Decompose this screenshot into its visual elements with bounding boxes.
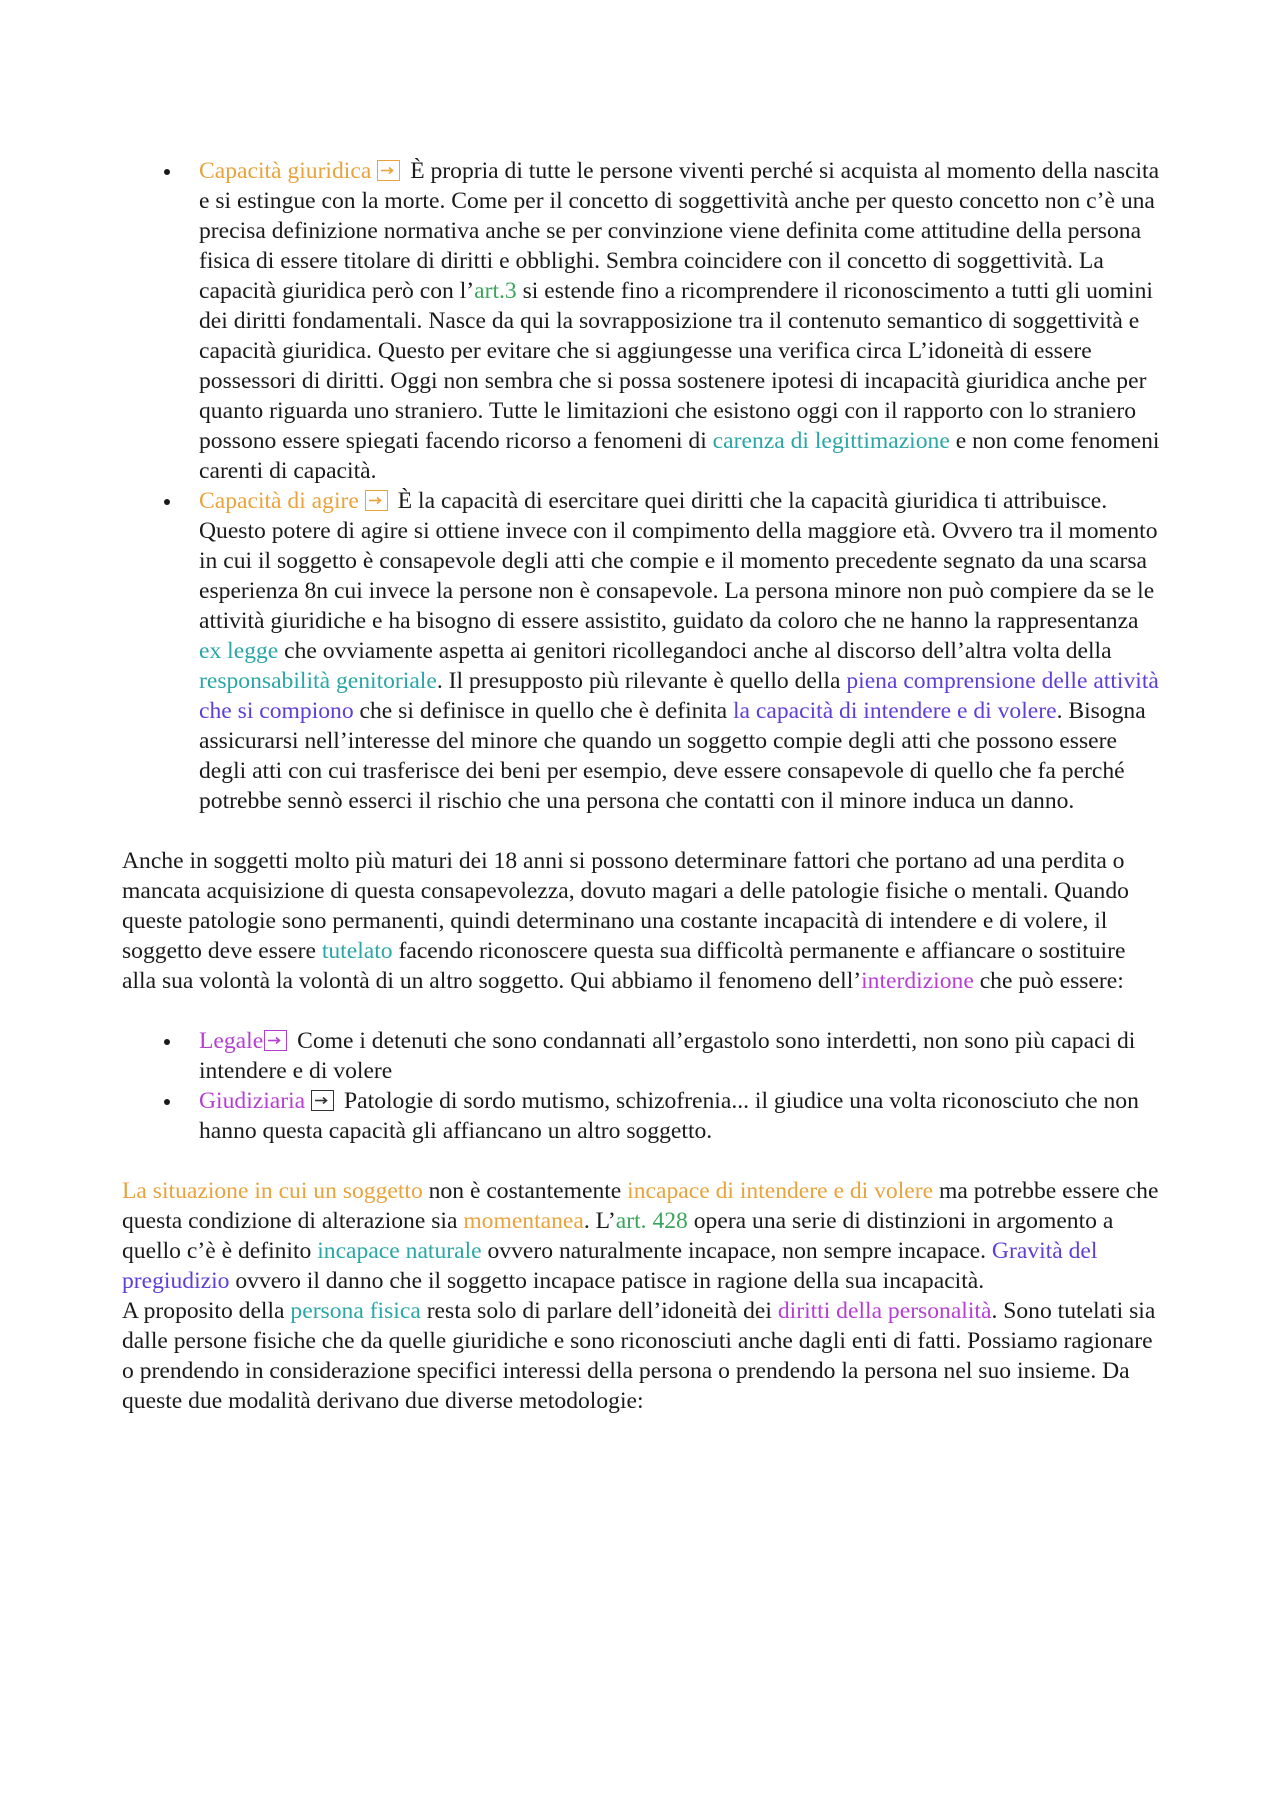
text-segment: opera una serie di distinzioni in argomento a quello c’è è definito (122, 1208, 1114, 1264)
text-segment: . Sono tutelati sia dalle persone fisiche che da quelle giuridiche e sono riconosciuti anche dagli enti di fatti. Possiamo ragionare o prendendo in considerazione specifici interessi della persona o prendendo la persona nel suo insieme. Da queste due modalità derivano due diverse metodologie: (122, 1298, 1156, 1414)
text-segment: facendo riconoscere questa sua difficoltà permanente e affiancare o sostituire alla sua volontà la volontà di un altro soggetto. Qui abbiamo il fenomeno dell’ (122, 938, 1126, 994)
highlight-incapace-naturale: incapace naturale (317, 1238, 482, 1264)
highlight-art-428: art. 428 (615, 1208, 688, 1234)
highlight-situazione: La situazione in cui un soggetto (122, 1178, 423, 1204)
highlight-art-3: art.3 (474, 278, 517, 304)
text-segment: Anche in soggetti molto più maturi dei 18 anni si possono determinare fattori che portano ad una perdita o mancata acquisizione di questa consapevolezza, dovuto magari a delle patologie fisiche o mentali. Quando queste patologie sono permanenti, quindi determinano una costante incapacità di intendere e di volere, il soggetto deve essere (122, 848, 1129, 964)
highlight-incapace-intendere: incapace di intendere e di volere (627, 1178, 934, 1204)
text-segment: che può essere: (973, 968, 1124, 994)
term-legale: Legale (199, 1028, 264, 1054)
highlight-diritti-personalita: diritti della personalità (777, 1298, 992, 1324)
right-arrow-box-icon (365, 490, 388, 511)
text-segment: È propria di tutte le persone viventi perché si acquista al momento della nascita e si estingue con la morte. Come per il concetto di soggettività anche per questo concetto non c’è una precisa definizione normativa anche se per convinzione viene definita come attitudine della persona fisica di essere titolare di diritti e obblighi. Sembra coincidere con il concetto di soggettività. La capacità giuridica però con l’ (199, 158, 1160, 304)
text-segment: si estende fino a ricomprendere il riconoscimento a tutti gli uomini dei diritti fondamentali. Nasce da qui la sovrapposizione tra il contenuto semantico di soggettività e capacità giuridica. Questo per evitare che si aggiungesse una verifica circa L’idoneità di essere possessori di diritti. Oggi non sembra che si possa sostenere ipotesi di incapacità giuridica anche per quanto riguarda uno straniero. Tutte le limitazioni che esistono oggi con il rapporto con lo straniero possono essere spiegati facendo ricorso a fenomeni di (199, 278, 1153, 454)
right-arrow-box-icon (264, 1030, 287, 1051)
text-segment: ovvero il danno che il soggetto incapace patisce in ragione della sua incapacità. (229, 1268, 985, 1294)
text-segment: . L’ (583, 1208, 616, 1234)
interdiction-bullet-list (122, 1026, 1162, 1146)
highlight-tutelato: tutelato (321, 938, 393, 964)
bullet-legal-capacity (122, 156, 1162, 486)
text-segment: ovvero naturalmente incapace, non sempre incapace. (481, 1238, 992, 1264)
text-segment: . Il presupposto più rilevante è quello della (436, 668, 847, 694)
text-segment: e non come fenomeni carenti di capacità. (199, 428, 1160, 484)
highlight-gravita-pregiudizio: Gravità del pregiudizio (122, 1238, 1098, 1294)
highlight-momentanea: momentanea (463, 1208, 584, 1234)
term-legal-capacity: Capacità giuridica (199, 158, 372, 184)
text-segment: È la capacità di esercitare quei diritti che la capacità giuridica ti attribuisce. Questo potere di agire si ottiene invece con il compimento della maggiore età. Ovvero tra il momento in cui il soggetto è consapevole degli atti che compie e il momento precedente segnato da una scarsa esperienza 8n cui invece la persone non è consapevole. La persona minore non può compiere da se le attività giuridiche e ha bisogno di essere assistito, guidato da coloro che ne hanno la rappresentanza (199, 488, 1158, 634)
right-arrow-box-icon (311, 1090, 334, 1111)
term-giudiziaria: Giudiziaria (199, 1088, 306, 1114)
spacer (122, 1146, 1162, 1176)
highlight-responsabilita-genitoriale: responsabilità genitoriale (199, 668, 437, 694)
spacer (122, 816, 1162, 846)
text-segment: non è costantemente (422, 1178, 628, 1204)
highlight-piena-comprensione: piena comprensione delle attività che si compiono (199, 668, 1159, 724)
bullet-legale (122, 1026, 1162, 1086)
paragraph-interdiction-intro (122, 846, 1162, 996)
capacity-bullet-list (122, 156, 1162, 816)
bullet-capacity-to-act (122, 486, 1162, 816)
bullet-giudiziaria (122, 1086, 1162, 1146)
text-segment: resta solo di parlare dell’idoneità dei (420, 1298, 778, 1324)
right-arrow-box-icon (377, 160, 400, 181)
paragraph-personality-rights (122, 1296, 1162, 1416)
highlight-capacita-intendere-volere: la capacità di intendere e di volere (732, 698, 1057, 724)
text-segment: che ovviamente aspetta ai genitori ricollegandoci anche al discorso dell’altra volta della (278, 638, 1112, 664)
text-segment: Patologie di sordo mutismo, schizofrenia... il giudice una volta riconosciuto che non hanno questa capacità gli affiancano un altro soggetto. (199, 1088, 1139, 1144)
highlight-interdizione: interdizione (861, 968, 974, 994)
highlight-carenza-legittimazione: carenza di legittimazione (712, 428, 950, 454)
highlight-persona-fisica: persona fisica (290, 1298, 421, 1324)
highlight-ex-legge: ex legge (199, 638, 279, 664)
term-capacity-to-act: Capacità di agire (199, 488, 359, 514)
text-segment: . Bisogna assicurarsi nell’interesse del minore che quando un soggetto compie degli atti che possono essere degli atti con cui trasferisce dei beni per esempio, deve essere consapevole di quello che fa perché potrebbe sennò esserci il rischio che una persona che contatti con il minore induca un danno. (199, 698, 1146, 814)
text-segment: che si definisce in quello che è definita (353, 698, 733, 724)
document-body (122, 156, 1162, 1416)
text-segment: A proposito della (122, 1298, 291, 1324)
spacer (122, 996, 1162, 1026)
paragraph-natural-incapacity (122, 1176, 1162, 1296)
text-segment: Come i detenuti che sono condannati all’ergastolo sono interdetti, non sono più capaci di intendere e di volere (199, 1028, 1136, 1084)
text-segment: ma potrebbe essere che questa condizione di alterazione sia (122, 1178, 1159, 1234)
